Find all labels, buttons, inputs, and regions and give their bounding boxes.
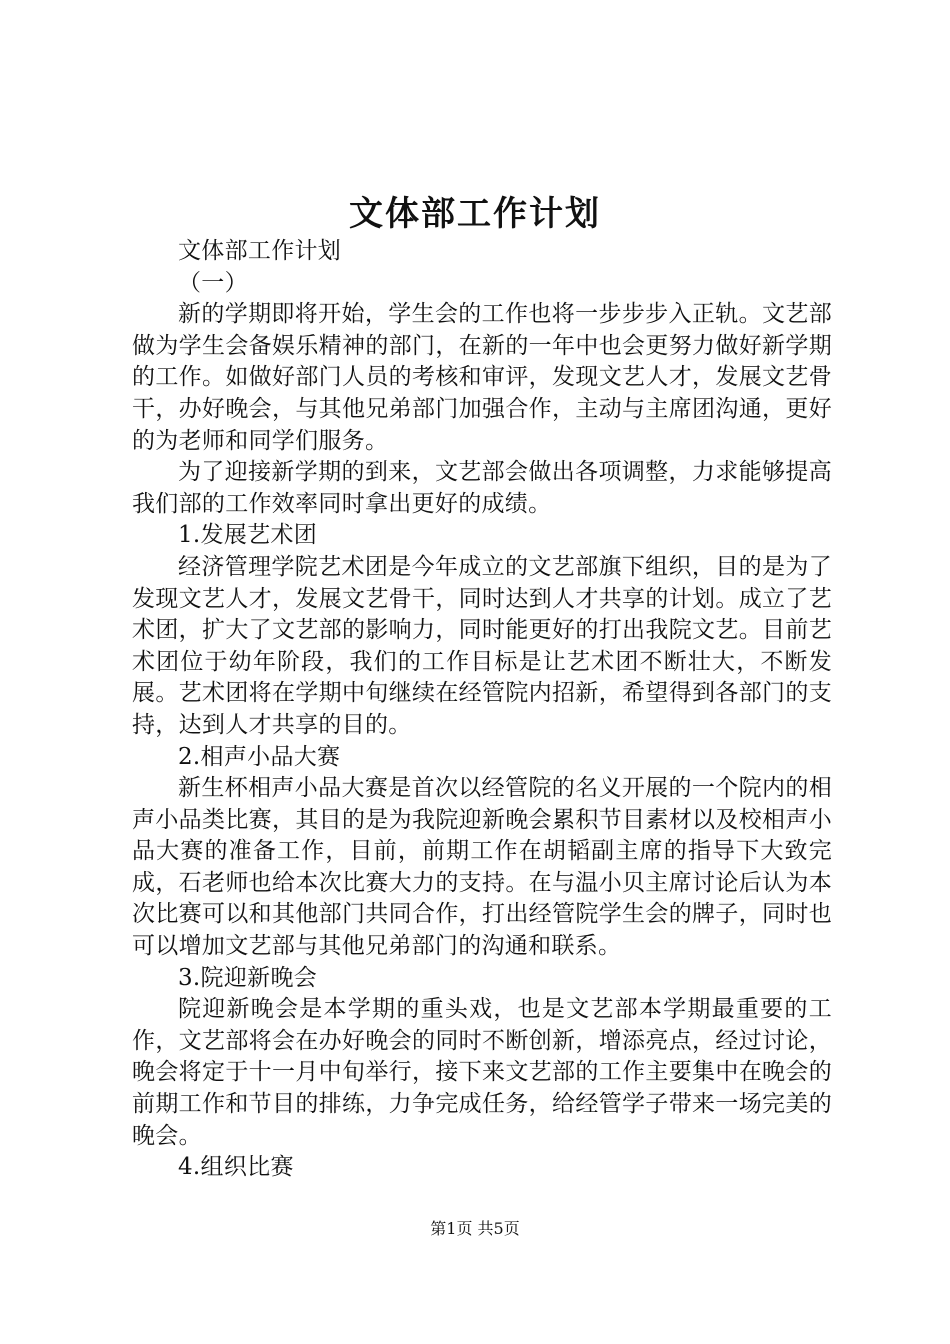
body-paragraph: 为了迎接新学期的到来，文艺部会做出各项调整，力求能够提高我们部的工作效率同时拿出更好的成绩。 <box>132 459 832 517</box>
body-paragraph: 院迎新晚会是本学期的重头戏，也是文艺部本学期最重要的工作，文艺部将会在办好晚会的同时不断创新，增添亮点，经过讨论，晚会将定于十一月中旬举行，接下来文艺部的工作主要集中在晚会的前期工作和节目的排练，力争完成任务，给经管学子带来一场完美的晚会。 <box>132 996 832 1149</box>
body-paragraph: 新的学期即将开始，学生会的工作也将一步步步入正轨。文艺部做为学生会备娱乐精神的部门，在新的一年中也会更努力做好新学期的工作。如做好部门人员的考核和审评，发现文艺人才，发展文艺骨干，办好晚会，与其他兄弟部门加强合作，主动与主席团沟通，更好的为老师和同学们服务。 <box>132 301 832 454</box>
section-heading: 4.组织比赛 <box>178 1154 294 1181</box>
document-body <box>132 236 832 1184</box>
section-heading: 1.发展艺术团 <box>178 522 318 549</box>
body-paragraph: 新生杯相声小品大赛是首次以经管院的名义开展的一个院内的相声小品类比赛，其目的是为我院迎新晚会累积节目素材以及校相声小品大赛的准备工作，目前，前期工作在胡韬副主席的指导下大致完成，石老师也给本次比赛大力的支持。在与温小贝主席讨论后认为本次比赛可以和其他部门共同合作，打出经管院学生会的牌子，同时也可以增加文艺部与其他兄弟部门的沟通和联系。 <box>132 775 832 960</box>
document-title: 文体部工作计划 <box>349 194 601 234</box>
body-paragraph: （一） <box>178 269 248 296</box>
body-paragraph: 文体部工作计划 <box>178 238 342 264</box>
page-footer: 第1页 共5页 <box>430 1219 520 1238</box>
section-heading: 3.院迎新晚会 <box>178 964 318 991</box>
body-paragraph: 经济管理学院艺术团是今年成立的文艺部旗下组织，目的是为了发现文艺人才，发展文艺骨干，同时达到人才共享的计划。成立了艺术团，扩大了文艺部的影响力，同时能更好的打出我院文艺。目前艺术团位于幼年阶段，我们的工作目标是让艺术团不断壮大，不断发展。艺术团将在学期中旬继续在经管院内招新，希望得到各部门的支持，达到人才共享的目的。 <box>132 553 832 738</box>
section-heading: 2.相声小品大赛 <box>178 743 341 770</box>
